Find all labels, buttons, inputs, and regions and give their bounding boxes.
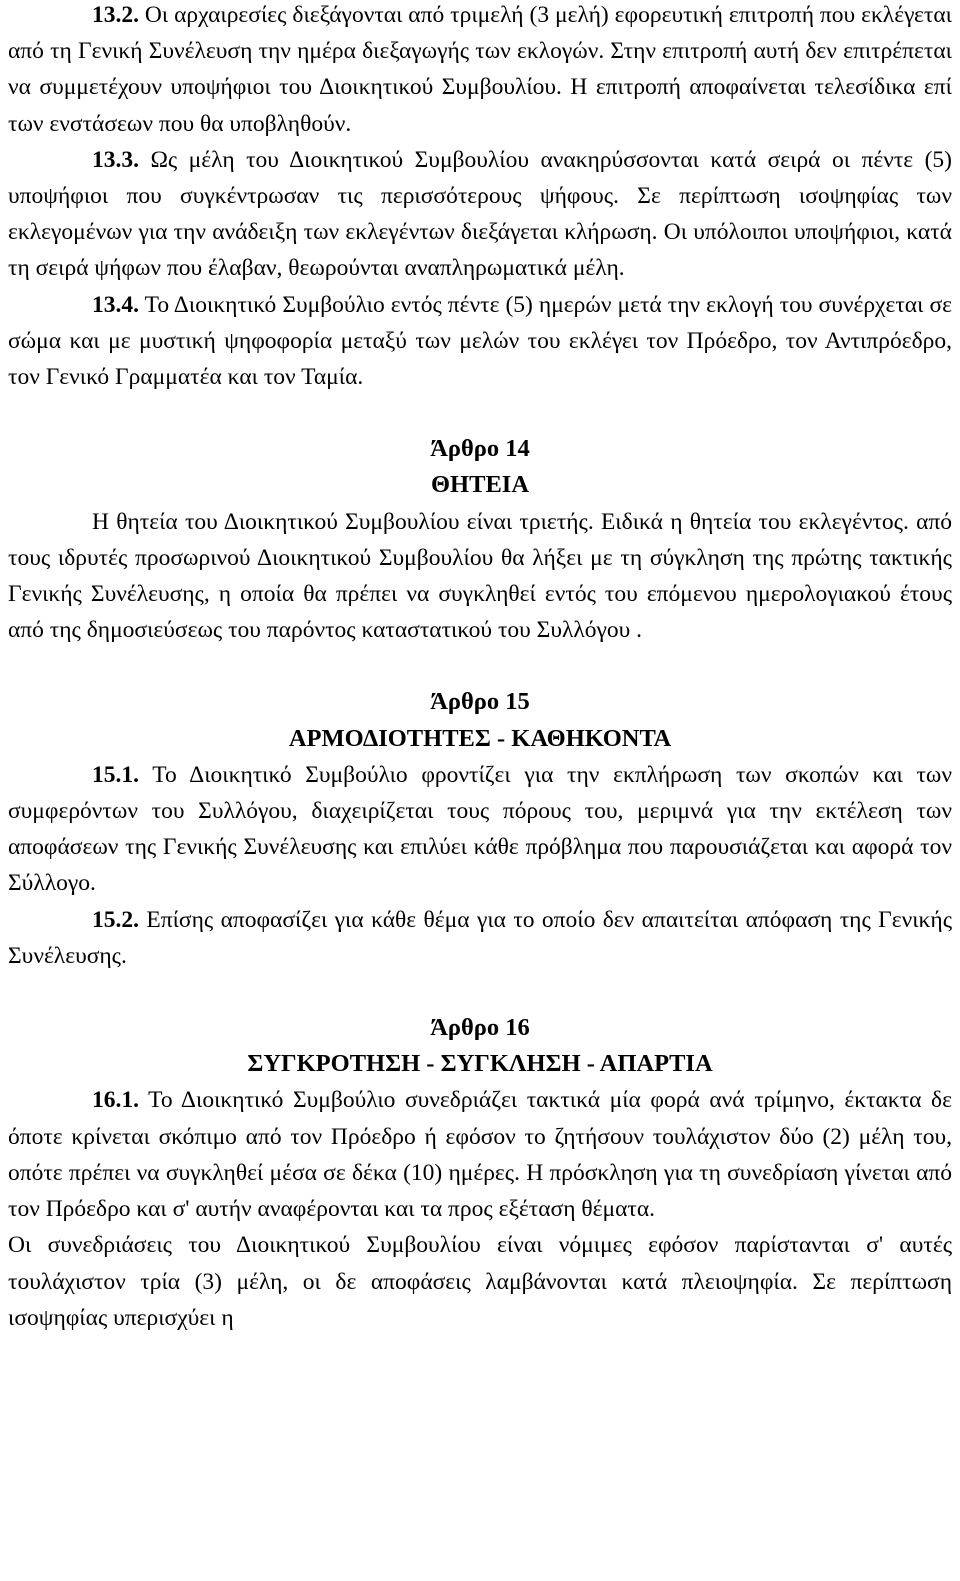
article-15-title: ΑΡΜΟΔΙΟΤΗΤΕΣ - ΚΑΘΗΚΟΝΤΑ <box>288 724 672 752</box>
paragraph-15-1 <box>8 757 952 902</box>
clause-number: 13.4. <box>92 291 139 318</box>
article-15-number: Άρθρο 15 <box>430 688 530 716</box>
clause-text: Επίσης αποφασίζει για κάθε θέμα για το οποίο δεν απαιτείται απόφαση της Γενικής Συνέλευσης. <box>8 906 952 969</box>
section-gap <box>8 648 952 684</box>
paragraph-article-14: Η θητεία του Διοικητικού Συμβουλίου είναι τριετής. Ειδικά η θητεία του εκλεγέντος. από τους ιδρυτές προσωρινού Διοικητικού Συμβουλίου θα λήξει με τη σύγκληση της πρώτης τακτικής Γενικής Συνέλευσης, η οποία θα πρέπει να συγκληθεί εντός του επόμενου ημερολογιακού έτους από της δημοσιεύσεως του παρόντος καταστατικού του Συλλόγου . <box>8 508 952 644</box>
clause-text: Το Διοικητικό Συμβούλιο συνεδριάζει τακτικά μία φορά ανά τρίμηνο, έκτακτα δε όποτε κρίνεται σκόπιμο από τον Πρόεδρο ή εφόσον το ζητήσουν τουλάχιστον δύο (2) μέλη του, οπότε πρέπει να συγκληθεί μέσα σε δέκα (10) ημέρες. Η πρόσκληση για τη συνεδρίαση γίνεται από τον Πρόεδρο και σ' αυτήν αναφέρονται και τα προς εξέταση θέματα. <box>8 1087 952 1223</box>
clause-number: 13.2. <box>92 2 139 28</box>
section-gap <box>8 395 952 431</box>
paragraph-15-2 <box>8 902 952 974</box>
clause-number: 15.2. <box>92 906 139 933</box>
clause-text: Το Διοικητικό Συμβούλιο εντός πέντε (5) ημερών μετά την εκλογή του συνέρχεται σε σώμα και με μυστική ψηφοφορία μεταξύ των μελών του εκλέγει τον Πρόεδρο, τον Αντιπρόεδρο, τον Γενικό Γραμματέα και τον Ταμία. <box>8 291 952 391</box>
clause-number: 15.1. <box>92 761 139 788</box>
paragraph-13-3 <box>8 142 952 287</box>
clause-text: Ως μέλη του Διοικητικού Συμβουλίου ανακηρύσσονται κατά σειρά οι πέντε (5) υποψήφιοι που συγκέντρωσαν τις περισσότερους ψήφους. Σε περίπτωση ισοψηφίας των εκλεγομένων για την ανάδειξη των εκλεγέντων διεξάγεται κλήρωση. Οι υπόλοιποι υποψήφιοι, κατά τη σειρά ψήφων που έλαβαν, θεωρούνται αναπληρωματικά μέλη. <box>8 146 952 282</box>
paragraph-16-1 <box>8 1082 952 1227</box>
article-16-number: Άρθρο 16 <box>430 1014 530 1042</box>
clause-number: 16.1. <box>92 1087 139 1114</box>
clause-text: Οι αρχαιρεσίες διεξάγονται από τριμελή (3 μελή) εφορευτική επιτροπή που εκλέγεται από τη Γενική Συνέλευση την ημέρα διεξαγωγής των εκλογών. Στην επιτροπή αυτή δεν επιτρέπεται να συμμετέχουν υποψήφιοι του Διοικητικού Συμβουλίου. Η επιτροπή αποφαίνεται τελεσίδικα επί των ενστάσεων που θα υποβληθούν. <box>8 2 952 137</box>
paragraph-16-continuation: Οι συνεδριάσεις του Διοικητικού Συμβουλίου είναι νόμιμες εφόσον παρίστανται σ' αυτές τουλάχιστον τρία (3) μέλη, οι δε αποφάσεις λαμβάνονται κατά πλειοψηφία. Σε περίπτωση ισοψηφίας υπερισχύει η <box>8 1232 952 1331</box>
article-14-number: Άρθρο 14 <box>430 435 530 463</box>
clause-number: 13.3. <box>92 146 139 173</box>
paragraph-13-4 <box>8 287 952 396</box>
section-gap <box>8 974 952 1010</box>
article-16-title: ΣΥΓΚΡΟΤΗΣΗ - ΣΥΓΚΛΗΣΗ - ΑΠΑΡΤΙΑ <box>247 1050 713 1078</box>
paragraph-13-2 <box>8 0 952 142</box>
clause-text: Το Διοικητικό Συμβούλιο φροντίζει για την εκπλήρωση των σκοπών και των συμφερόντων του Συλλόγου, διαχειρίζεται τους πόρους του, μεριμνά για την εκτέλεση των αποφάσεων της Γενικής Συνέλευσης και επιλύει κάθε πρόβλημα που παρουσιάζεται και αφορά τον Σύλλογο. <box>8 761 952 897</box>
article-14-title: ΘΗΤΕΙΑ <box>430 471 530 499</box>
